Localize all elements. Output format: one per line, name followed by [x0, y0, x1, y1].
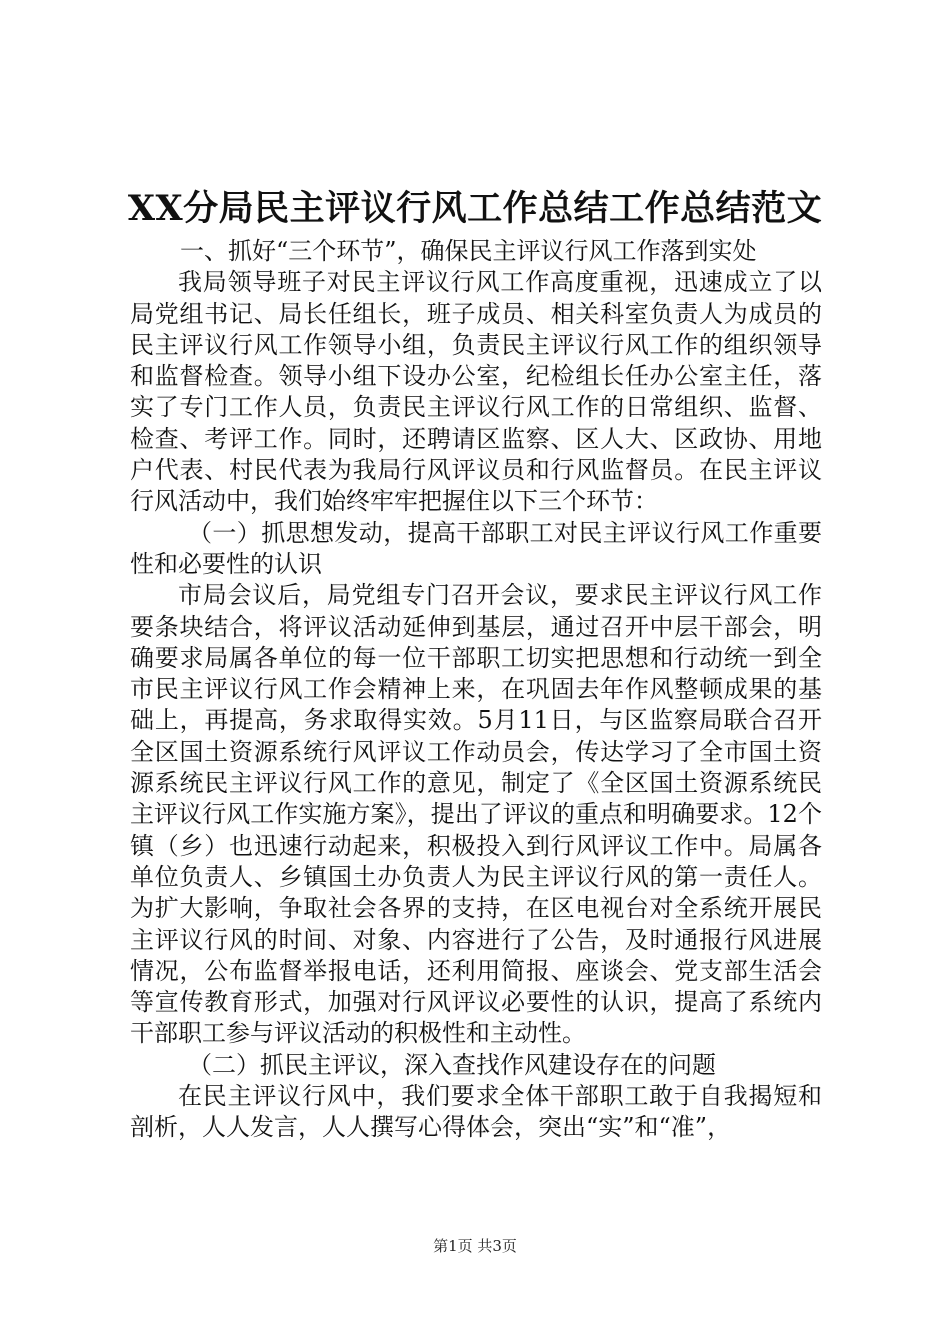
- body-paragraph: 在民主评议行风中，我们要求全体干部职工敢于自我揭短和剖析，人人发言，人人撰写心得体会，突出“实”和“准”，: [130, 1082, 822, 1142]
- body-paragraph: 我局领导班子对民主评议行风工作高度重视，迅速成立了以局党组书记、局长任组长，班子成员、相关科室负责人为成员的民主评议行风工作领导小组，负责民主评议行风工作的组织领导和监督检查。领导小组下设办公室，纪检组长任办公室主任，落实了专门工作人员，负责民主评议行风工作的日常组织、监督、检查、考评工作。同时，还聘请区监察、区人大、区政协、用地户代表、村民代表为我局行风评议员和行风监督员。在民主评议行风活动中，我们始终牢牢把握住以下三个环节：: [130, 268, 822, 516]
- section-heading-1: 一、抓好“三个环节”，确保民主评议行风工作落到实处: [180, 237, 757, 265]
- subsection-heading-2: （二）抓民主评议，深入查找作风建设存在的问题: [188, 1050, 716, 1079]
- document-body: [130, 236, 822, 1144]
- page-number-footer: 第1页 共3页: [433, 1237, 517, 1255]
- subsection-heading-1: （一）抓思想发动，提高干部职工对民主评议行风工作重要性和必要性的认识: [130, 518, 822, 578]
- document-title: XX分局民主评议行风工作总结工作总结范文: [127, 188, 823, 229]
- body-paragraph: 市局会议后，局党组专门召开会议，要求民主评议行风工作要条块结合，将评议活动延伸到基层，通过召开中层干部会，明确要求局属各单位的每一位干部职工切实把思想和行动统一到全市民主评议行风工作会精神上来，在巩固去年作风整顿成果的基础上，再提高，务求取得实效。5月11日，与区监察局联合召开全区国土资源系统行风评议工作动员会，传达学习了全市国土资源系统民主评议行风工作的意见，制定了《全区国土资源系统民主评议行风工作实施方案》，提出了评议的重点和明确要求。12个镇（乡）也迅速行动起来，积极投入到行风评议工作中。局属各单位负责人、乡镇国土办负责人为民主评议行风的第一责任人。为扩大影响，争取社会各界的支持，在区电视台对全系统开展民主评议行风的时间、对象、内容进行了公告，及时通报行风进展情况，公布监督举报电话，还利用简报、座谈会、党支部生活会等宣传教育形式，加强对行风评议必要性的认识，提高了系统内干部职工参与评议活动的积极性和主动性。: [130, 581, 822, 1048]
